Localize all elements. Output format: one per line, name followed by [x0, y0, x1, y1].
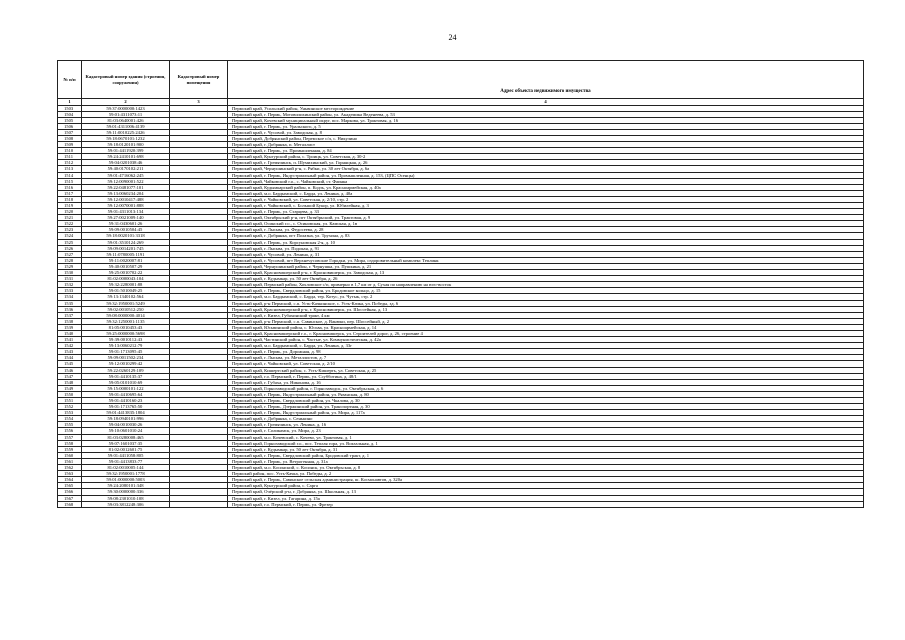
cadastral-number: 59:31:0430601:26 [82, 221, 170, 227]
row-number: 1546 [58, 367, 82, 373]
property-address: Пермский край, г. Лысьва, ул. Подокая, д. 91 [228, 245, 864, 251]
property-address: Пермский край, Чернушинский район, г. Чернушка, ул. Пушкина, д. 21 [228, 263, 864, 269]
cadastral-number: 59:01:4410135:37 [82, 373, 170, 379]
property-address: Пермский край, г. Пермь, Индустриальный район, ул. Промышленная, д. 153, (ЦПС Осенцы) [228, 172, 864, 178]
cadastral-number: 81:02:0000043:104 [82, 276, 170, 282]
property-address: Пермский край, г. Пермь, ул. Ветрогенная, д. 31а [228, 458, 864, 464]
property-address: Пермский край, г. Чайковский, с. Большой Букор, ул. Юбилейная, д. 3 [228, 203, 864, 209]
cadastral-number: 59:18:0670101:1232 [82, 135, 170, 141]
cadastral-number: 59:24:2410101:698 [82, 154, 170, 160]
property-address: Пермский край, г. Кудымкар, ул. 50 лет Октября, д. 26 [228, 276, 864, 282]
cadastral-number: 59:01:3510124:269 [82, 239, 170, 245]
property-address: Пермский край, Частинский район, с. Частые, ул. Коммунистическая, д. 42а [228, 337, 864, 343]
row-number: 1537 [58, 312, 82, 318]
row-number: 1553 [58, 410, 82, 416]
property-address: Пермский край, г. Пермь, ул. Уральского, д. 5 [228, 123, 864, 129]
property-address: Пермский край, Кунгурский район, с. Сарга [228, 483, 864, 489]
property-address: Пермский край, Усольский район, Уньвинское месторождение [228, 105, 864, 111]
property-address: Пермский край, г. Гремячинск, ул. Ленина, д. 16 [228, 422, 864, 428]
property-address: Пермский край, Горнозаводский район, г. Горнозаводск, ул. Октябрьская, д. 6 [228, 385, 864, 391]
property-address: Пермский край, г. Пермь, Дзержинский район, ул. Транспортная, д. 30 [228, 404, 864, 410]
cadastral-number: 59:11:0780005:1191 [82, 251, 170, 257]
cadastral-number: 59:25:0000000:5698 [82, 330, 170, 336]
row-number: 1507 [58, 129, 82, 135]
row-number: 1538 [58, 318, 82, 324]
cadastral-number: 59:01:4411058:805 [82, 452, 170, 458]
property-address: Пермский край, г. Пермь, ул. Старцева, д. 33 [228, 209, 864, 215]
property-address: Пермский край, м.о. Бардымский, с. Барда, ул. Ленина, д. 33г [228, 343, 864, 349]
cadastral-number: 59:09:0010504:45 [82, 227, 170, 233]
cadastral-number: 59:08:2301010:108 [82, 495, 170, 501]
page-number: 24 [448, 33, 457, 42]
property-address: Пермский край, г.о. Пермский, г. Пермь, ул. Ссубботина, д. 48/1 [228, 373, 864, 379]
cadastral-number: 59:01:4411920:399 [82, 148, 170, 154]
property-address: Пермский край, Красновишерский р-н, г. Красновишерск, ул. Заводская, д. 13 [228, 270, 864, 276]
cadastral-number: 59:12:0010299:42 [82, 361, 170, 367]
row-number: 1528 [58, 257, 82, 263]
cadastral-number: 59:11:0010225:2426 [82, 129, 170, 135]
row-number: 1519 [58, 203, 82, 209]
cadastral-number: 59:32:1950001:1778 [82, 471, 170, 477]
property-address: Пермский край, Чернушинский р-н, с. Рябки, ул. 30 лет Октября, д. 6а [228, 166, 864, 172]
row-number: 1517 [58, 190, 82, 196]
row-number: 1540 [58, 330, 82, 336]
row-number: 1531 [58, 276, 82, 282]
row-number: 1514 [58, 172, 82, 178]
cadastral-number: 59:18:0020101:3318 [82, 233, 170, 239]
property-address: Пермский край, Кунгурский район, с. Троицк, ул. Советская, д. 30-2 [228, 154, 864, 160]
cadastral-number: 59:01:1713765:50 [82, 404, 170, 410]
property-address: Пермский край, г. Чусовой, ул. Ленина, д. 31 [228, 251, 864, 257]
cadastral-number: 59:12:0010417:488 [82, 196, 170, 202]
cadastral-number: 59:37:0000000:1423 [82, 105, 170, 111]
cadastral-number: 59:40:0170102:211 [82, 166, 170, 172]
cadastral-number: 59:18:0940101:996 [82, 416, 170, 422]
property-address: Пермский край, г. Соликамск, ул. Мира, д. 23 [228, 428, 864, 434]
cadastral-number: 59:01:1713095:45 [82, 349, 170, 355]
property-address: Пермский край, г. Пермь, Свердловский район, ул. Бродовское кольцо, д. 15 [228, 288, 864, 294]
row-number: 1557 [58, 434, 82, 440]
row-number: 1509 [58, 142, 82, 148]
property-address: Пермский край, Чайковский г.о., с. Чайковский, ст. Фаинка [228, 178, 864, 184]
row-number: 1561 [58, 458, 82, 464]
column-number: 2 [82, 99, 170, 106]
cadastral-number: 59:09:0011502:234 [82, 355, 170, 361]
column-number: 3 [170, 99, 228, 106]
row-number: 1524 [58, 233, 82, 239]
property-address: Пермский край, Красновишерский р-н, г. Красновишерск, ул. Шоссейная, д. 13 [228, 306, 864, 312]
property-address: Пермский край, г. Лысьва, ул. Металлистов, д. 7 [228, 355, 864, 361]
row-number: 1542 [58, 343, 82, 349]
row-number: 1544 [58, 355, 82, 361]
row-number: 1567 [58, 495, 82, 501]
property-address: Пермский край, Осинский г.о., с. Осиновская, ул. Камская, д. 1в [228, 221, 864, 227]
row-number: 1550 [58, 391, 82, 397]
row-number: 1552 [58, 404, 82, 410]
table-header-row [58, 61, 864, 99]
property-address: Пермский край, м.о. Бардымский, с. Барда, тер. Котус, ул. Чутык, стр. 2 [228, 294, 864, 300]
property-address: Пермский край, г. Пермь, Индустриальный район, ул. Рязанская, д. 80 [228, 391, 864, 397]
column-number: 1 [58, 99, 82, 106]
property-address: Пермский край, м.о. Бардымский, с. Барда, ул. Ленина, д. 40а [228, 190, 864, 196]
cadastral-number: 59:40:0010507:29 [82, 263, 170, 269]
row-number: 1532 [58, 282, 82, 288]
row-number: 1525 [58, 239, 82, 245]
cadastral-number: 59:30:0000000:336 [82, 489, 170, 495]
row-number: 1545 [58, 361, 82, 367]
row-number: 1506 [58, 123, 82, 129]
cadastral-number: 81:05:0010453:43 [82, 324, 170, 330]
header-premise: Кадастровый номер помещения [170, 61, 228, 99]
row-number: 1526 [58, 245, 82, 251]
row-number: 1554 [58, 416, 82, 422]
table-row [58, 501, 864, 507]
property-address: Пермский край, м.о. Косинский, с. Косинск, ул. Октябрьская, д. 8 [228, 465, 864, 471]
property-address: Пермский край, г. Пермь, Свердловский район, ул. Чкалова, д. 30 [228, 398, 864, 404]
row-number: 1541 [58, 337, 82, 343]
cadastral-number: 59:08:0000000:4014 [82, 312, 170, 318]
property-address: Пермский край, г. Губаха, ул. Никонова, д. 16 [228, 379, 864, 385]
cadastral-number: 59:01:4716062:245 [82, 172, 170, 178]
cadastral-number: 59:39:0010112:43 [82, 337, 170, 343]
cadastral-number: 59:09:0014201:745 [82, 245, 170, 251]
property-address: Пермский край, г. Чайковский, ул. Советская, д. 2/10, стр. 2 [228, 196, 864, 202]
cadastral-number: 59:13:0060234:204 [82, 190, 170, 196]
cadastral-number: 59:12:0090001:522 [82, 178, 170, 184]
property-address: Пермский край, г. Добрянка, пгт Полазна, ул. Трухина, д. 83 [228, 233, 864, 239]
property-address: Пермский район, пос. Усть-Качка, ул. Победы, д. 2 [228, 471, 864, 477]
row-number: 1565 [58, 483, 82, 489]
property-address: Пермский край, г. Лысьва, ул. Федосеева, д. 28 [228, 227, 864, 233]
row-number: 1535 [58, 300, 82, 306]
row-number: 1560 [58, 452, 82, 458]
property-address: Пермский край, г. Чайковский, ул. Советская, д. 2/10 [228, 361, 864, 367]
property-address: Пермский край, р-н Пермский, с.п. Усть-Качкинское, с. Усть-Качка, ул. Победы, зд. 6 [228, 300, 864, 306]
cadastral-number: 59:02:0010512:250 [82, 306, 170, 312]
property-address: Пермский край, м.о. Кочевский, с. Кочево, ул. Трактовая, д. 1 [228, 434, 864, 440]
property-address: Пермский край, г. Чусовой, ул. Заводская, д. 8 [228, 129, 864, 135]
property-address: Пермский край, г. Добрянка, с. Сенькино [228, 416, 864, 422]
property-table [57, 60, 864, 508]
cadastral-number: 59:01:4410160:23 [82, 398, 170, 404]
property-address: Пермский край, г. Кизел, Губахинский тракт, 4 км [228, 312, 864, 318]
cadastral-number: 59:13:1340102:564 [82, 294, 170, 300]
row-number: 1504 [58, 111, 82, 117]
cadastral-number: 81:03:0280008:465 [82, 434, 170, 440]
row-number: 1543 [58, 349, 82, 355]
property-address: Пермский край, г. Пермь, Савинское сельская администрация, ш. Космонавтов, д. 320а [228, 477, 864, 483]
cadastral-number: 81:02:0010005:144 [82, 465, 170, 471]
row-number: 1511 [58, 154, 82, 160]
row-number: 1549 [58, 385, 82, 391]
cadastral-number: 59:13:0060212:79 [82, 343, 170, 349]
row-number: 1536 [58, 306, 82, 312]
row-number: 1521 [58, 215, 82, 221]
cadastral-number: 59:01:4311006:4139 [82, 123, 170, 129]
row-number: 1518 [58, 196, 82, 202]
cadastral-number: 59:01:4413833:77 [82, 458, 170, 464]
cadastral-number: 59:12:0070001:888 [82, 203, 170, 209]
cadastral-number: 59:27:0021009:140 [82, 215, 170, 221]
property-address: Пермский край, г. Пермь, ул. Корсуновская 2-я, д. 10 [228, 239, 864, 245]
cadastral-number: 59:01:4410695:64 [82, 391, 170, 397]
property-address: Пермский край, г. Пермь, Мотовилихинский район, ул. Академика Веденеева, д. 53 [228, 111, 864, 117]
row-number: 1530 [58, 270, 82, 276]
row-number: 1533 [58, 288, 82, 294]
property-address: Пермский край, Кочевский муниципальный округ, пос. Маркова, ул. Трактовая, д. 16 [228, 117, 864, 123]
row-number: 1515 [58, 178, 82, 184]
row-number: 1512 [58, 160, 82, 166]
row-number: 1505 [58, 117, 82, 123]
row-number: 1520 [58, 209, 82, 215]
cadastral-number: 59:25:0010702:22 [82, 270, 170, 276]
property-address: Пермский край, Октябрьский р-н, пгт Октябрьский, ул. Трактовая, д. 9 [228, 215, 864, 221]
row-number: 1562 [58, 465, 82, 471]
column-number: 4 [228, 99, 864, 106]
property-address: Пермский край, р-н Пермский, с.п. Савинское, д. Ванюки, пер. Шоссейный, д. 2 [228, 318, 864, 324]
property-address: Пермский край, Красновишерский г.о., г. Красновишерск, ул. Строителей дорог, д. 26, строение 4 [228, 330, 864, 336]
property-address: Пермский край, г. Пермь, ул. Дорожная, д. 98 [228, 349, 864, 355]
row-number: 1527 [58, 251, 82, 257]
cadastral-number: 81:02:0012601:75 [82, 446, 170, 452]
cadastral-number: 59:01:4311073:11 [82, 111, 170, 117]
cadastral-number: 81:03:0640001:426 [82, 117, 170, 123]
property-address: Пермский край, Кудымкарский район, п. Кодзь, ул. Красноармейская, д. 40а [228, 184, 864, 190]
property-address: Пермский край, г.о. Пермский, г. Пермь, ул. Фрезер [228, 501, 864, 507]
property-address: Пермский край, г. Гремячинск, п. Шумихинский, ул. Горняцкая, д. 26 [228, 160, 864, 166]
row-number: 1534 [58, 294, 82, 300]
property-address: Пермский край, Горнозаводский г.о., пос. Теплая гора, ул. Вокзальная, д. 1 [228, 440, 864, 446]
cadastral-number: 59:32:1950001:5249 [82, 300, 170, 306]
cadastral-number: 59:01:0000000:5003 [82, 477, 170, 483]
row-number: 1558 [58, 440, 82, 446]
premise-number [170, 501, 228, 507]
row-number: 1508 [58, 135, 82, 141]
row-number: 1548 [58, 379, 82, 385]
header-num: № п/п [58, 61, 82, 99]
row-number: 1547 [58, 373, 82, 379]
cadastral-number: 59:01:4413835:1804 [82, 410, 170, 416]
row-number: 1510 [58, 148, 82, 154]
cadastral-number: 59:32:1250001:1135 [82, 318, 170, 324]
header-cadastral: Кадастровый номер здания (строения, сооружения) [82, 61, 170, 99]
row-number: 1522 [58, 221, 82, 227]
cadastral-number: 59:01:4311013:134 [82, 209, 170, 215]
cadastral-number: 59:22:0260129:109 [82, 367, 170, 373]
property-address: Пермский край, Пермский район, Хохловское с/п, примерно в 1,7 км от д. Сухая по направлению на юго-восток [228, 282, 864, 288]
row-number: 1513 [58, 166, 82, 172]
row-number: 1539 [58, 324, 82, 330]
cadastral-number: 59:04:0010030:26 [82, 422, 170, 428]
row-number: 1516 [58, 184, 82, 190]
property-address: Пермский край, г. Добрянка, п. Металлист [228, 142, 864, 148]
cadastral-number: 59:05:0101010:69 [82, 379, 170, 385]
property-address: Пермский край, Кишертский район, с. Усть-Кишерть, ул. Советская, д. 25 [228, 367, 864, 373]
row-number: 1566 [58, 489, 82, 495]
header-address: Адрес объекта недвижимого имущества [228, 61, 864, 99]
row-number: 1551 [58, 398, 82, 404]
row-number: 1523 [58, 227, 82, 233]
row-number: 1563 [58, 471, 82, 477]
row-number: 1559 [58, 446, 82, 452]
cadastral-number: 59:24:2080101:348 [82, 483, 170, 489]
cadastral-number: 59:11:0020007:81 [82, 257, 170, 263]
property-address: Пермский край, Добрянский район, Перемское с/п, с. Никулино [228, 135, 864, 141]
row-number: 1555 [58, 422, 82, 428]
property-address: Пермский край, Очёрский р-н, г. Добрянка, ул. Школьная, д. 13 [228, 489, 864, 495]
cadastral-number: 59:01:5010049:25 [82, 288, 170, 294]
cadastral-number: 59:07:1601037:35 [82, 440, 170, 446]
property-address: Пермский край, Юсьвинский район, с. Юсьва, ул. Красноармейская, д. 14 [228, 324, 864, 330]
cadastral-number: 59:18:0120101:900 [82, 142, 170, 148]
cadastral-number: 59:04:0201038:46 [82, 160, 170, 166]
row-number: 1529 [58, 263, 82, 269]
property-address: Пермский край, г. Чусовой, пгт Верхнечусовские Городки, ул. Мира, оздоровительный комплекс Теплинк [228, 257, 864, 263]
cadastral-number: 59:22:0481077:101 [82, 184, 170, 190]
cadastral-number: 59:10:0601010:24 [82, 428, 170, 434]
cadastral-number: 59:03:3812248:306 [82, 501, 170, 507]
property-address: Пермский край, г. Пермь, ул. Промышленная, д. 84 [228, 148, 864, 154]
row-number: 1564 [58, 477, 82, 483]
table-body [58, 105, 864, 507]
property-address: Пермский край, г. Кудымкар, ул. 50 лет Октября, д. 31 [228, 446, 864, 452]
cadastral-number: 59:32:2280001:88 [82, 282, 170, 288]
row-number: 1568 [58, 501, 82, 507]
row-number: 1556 [58, 428, 82, 434]
row-number: 1503 [58, 105, 82, 111]
property-address: Пермский край, г. Кизел, ул. Гагарина, д. 15а [228, 495, 864, 501]
property-address: Пермский край, г. Пермь, Индустриальный район, ул. Мира, д. 117а [228, 410, 864, 416]
cadastral-number: 59:15:0000101:122 [82, 385, 170, 391]
property-address: Пермский край, г. Пермь, Свердловский район, Бродовский тракт, д. 1 [228, 452, 864, 458]
